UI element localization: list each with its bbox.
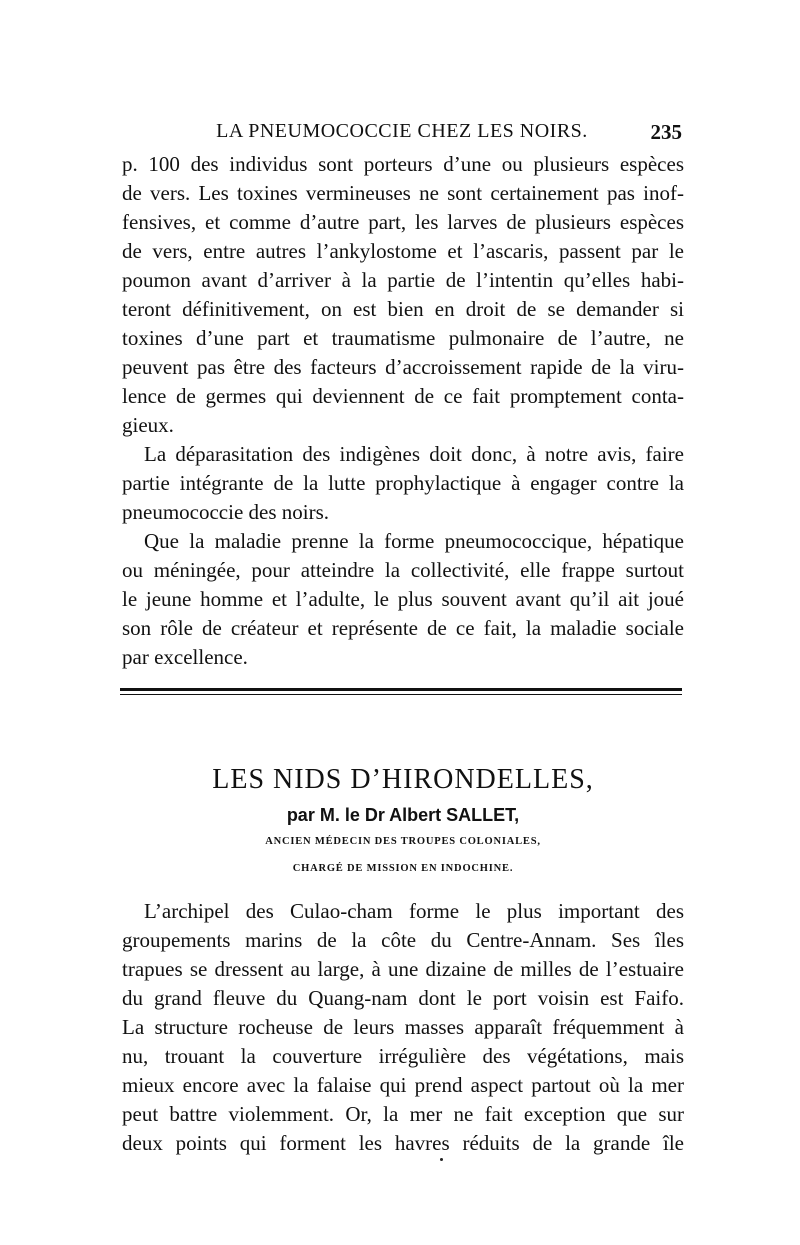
text-line: ou méningée, pour atteindre la collectivité, elle frappe surtout [122,558,684,582]
text-line: La déparasitation des indigènes doit donc, à notre avis, faire [144,442,684,466]
text-line: de vers. Les toxines vermineuses ne sont certainement pas inof- [122,181,684,205]
text-line: Que la maladie prenne la forme pneumococcique, hépatique [144,529,684,553]
text-line: peut battre violemment. Or, la mer ne fait exception que sur [122,1102,684,1126]
text-line: partie intégrante de la lutte prophylactique à engager contre la [122,471,684,495]
text-line: nu, trouant la couverture irrégulière des végétations, mais [122,1044,684,1068]
text-line: poumon avant d’arriver à la partie de l’intentin qu’elles habi- [122,268,684,292]
page-number: 235 [650,120,682,144]
text-line: de vers, entre autres l’ankylostome et l’ascaris, passent par le [122,239,684,263]
text-line: deux points qui forment les havres réduits de la grande île [122,1131,684,1155]
section-divider-rule [120,688,682,691]
text-line: p. 100 des individus sont porteurs d’une ou plusieurs espèces [122,152,684,176]
text-line: L’archipel des Culao-cham forme le plus important des [144,899,684,923]
author-affiliation: ANCIEN MÉDECIN DES TROUPES COLONIALES, [265,836,541,847]
text-line: mieux encore avec la falaise qui prend aspect partout où la mer [122,1073,684,1097]
text-line: gieux. [122,413,174,437]
body-text-continued [122,150,684,672]
text-line: son rôle de créateur et représente de ce fait, la maladie sociale [122,616,684,640]
running-title: LA PNEUMOCOCCIE CHEZ LES NOIRS. [216,120,588,142]
article-title: LES NIDS D’HIRONDELLES, [212,764,594,795]
article-body-text [122,897,684,1158]
text-line: La structure rocheuse de leurs masses apparaît fréquemment à [122,1015,684,1039]
printer-mark-dot [440,1158,443,1161]
article-byline: par M. le Dr Albert SALLET, [286,805,520,825]
text-line: pneumococcie des noirs. [122,500,330,524]
text-line: groupements marins de la côte du Centre-Annam. Ses îles [122,928,684,952]
text-line: toxines d’une part et traumatisme pulmonaire de l’autre, ne [122,326,684,350]
text-line: le jeune homme et l’adulte, le plus souvent avant qu’il ait joué [122,587,684,611]
running-head [122,120,682,148]
author-mission: CHARGÉ DE MISSION EN INDOCHINE. [292,863,514,874]
text-line: peuvent pas être des facteurs d’accroissement rapide de la viru- [122,355,684,379]
text-line: par excellence. [122,645,248,669]
text-line: fensives, et comme d’autre part, les larves de plusieurs espèces [122,210,684,234]
text-line: du grand fleuve du Quang-nam dont le port voisin est Faifo. [122,986,684,1010]
text-line: trapues se dressent au large, à une dizaine de milles de l’estuaire [122,957,684,981]
text-line: lence de germes qui deviennent de ce fait promptement conta- [122,384,684,408]
text-line: teront définitivement, on est bien en droit de se demander si [122,297,684,321]
